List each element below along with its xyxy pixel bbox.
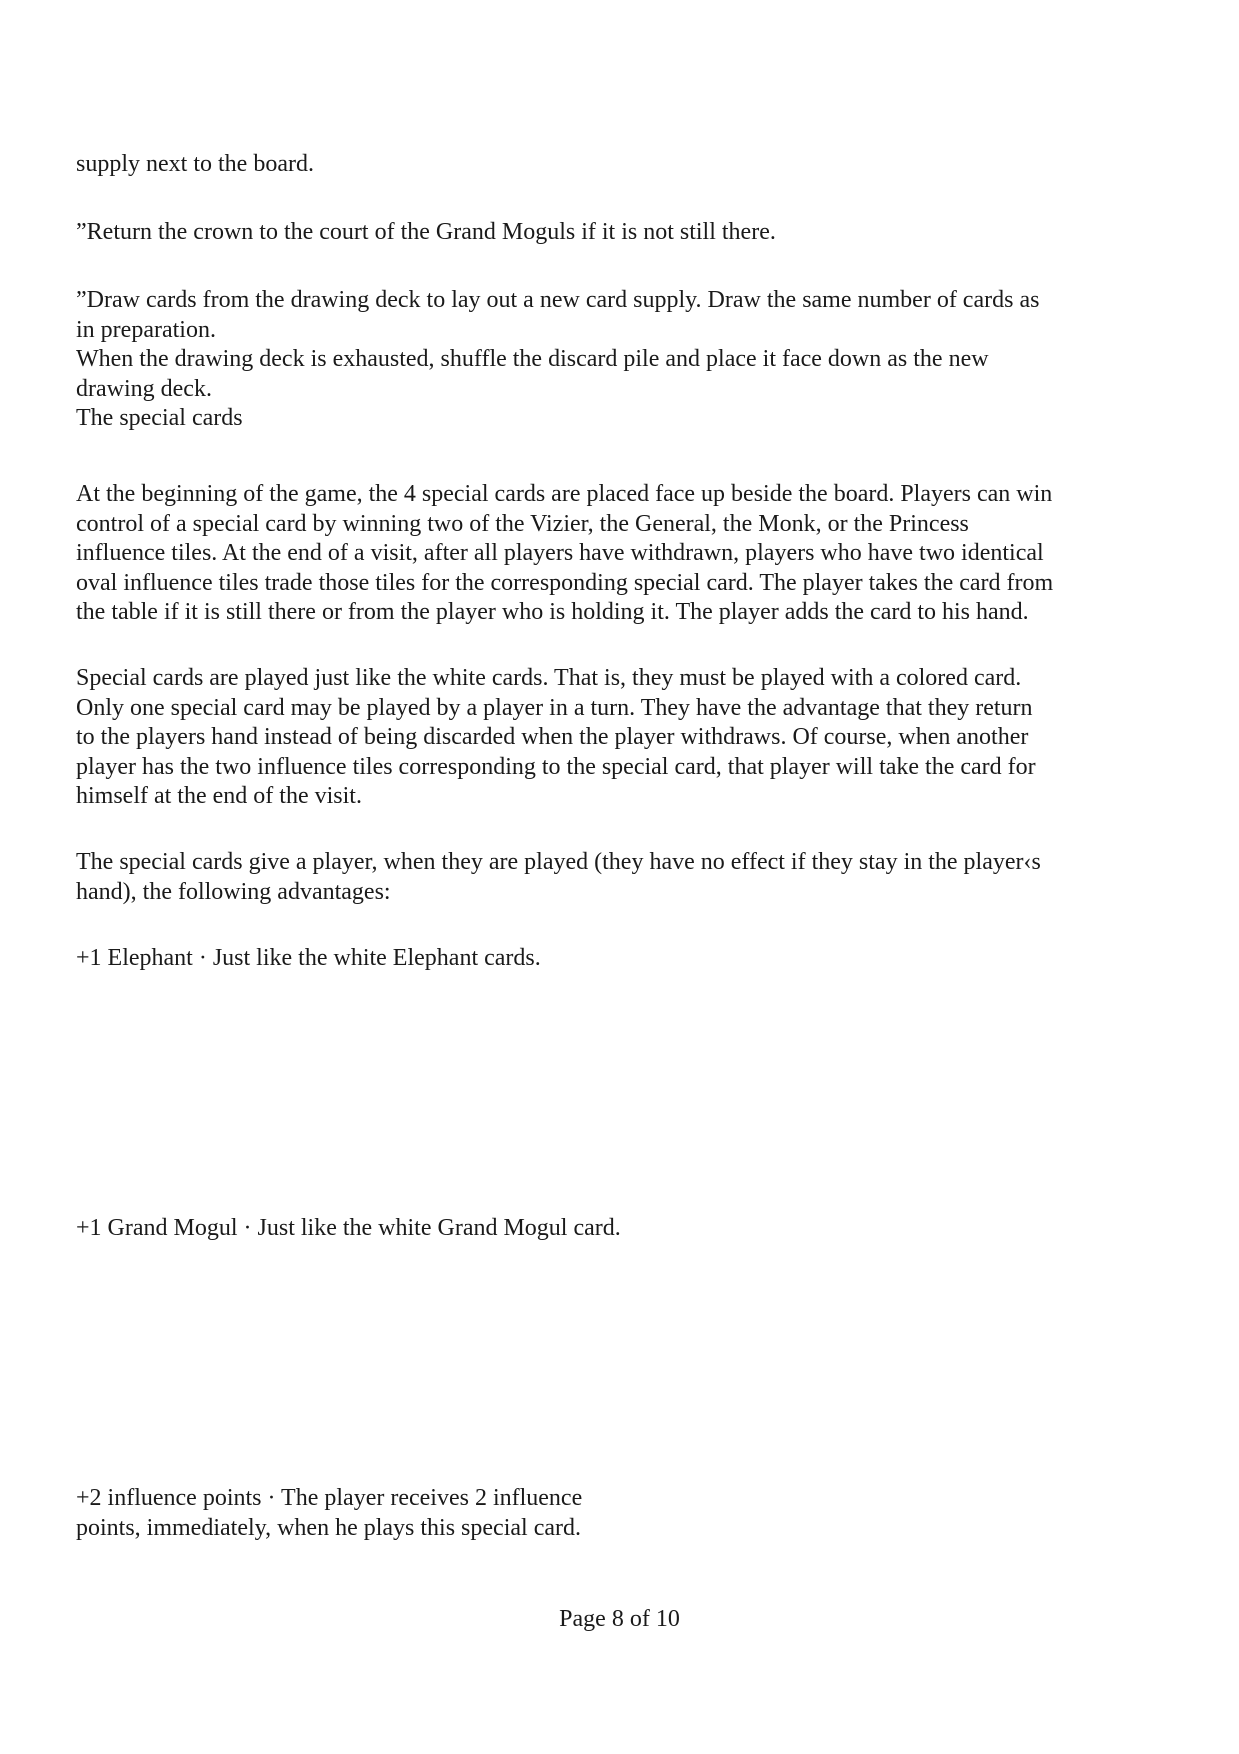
text-line: in preparation. [76, 316, 216, 343]
text-line: oval influence tiles trade those tiles for the corresponding special card. The player takes the card from [76, 569, 1054, 596]
paragraph-playing-special-cards [76, 664, 1166, 812]
text-line: the table if it is still there or from the player who is holding it. The player adds the card to his hand. [76, 599, 1029, 625]
text-line: When the drawing deck is exhausted, shuffle the discard pile and place it face down as the new [76, 346, 989, 372]
text-line: At the beginning of the game, the 4 special cards are placed face up beside the board. Players can win [76, 481, 1053, 507]
text-line: influence tiles. At the end of a visit, after all players have withdrawn, players who have two identical [76, 540, 1044, 566]
text-line: to the players hand instead of being discarded when the player withdraws. Of course, when another [76, 724, 1029, 750]
text-line: points, immediately, when he plays this special card. [76, 1514, 581, 1541]
text-line: +1 Grand Mogul · Just like the white Grand Mogul card. [76, 1215, 621, 1241]
text-line: +1 Elephant · Just like the white Elephant cards. [76, 945, 541, 971]
advantage-influence-points [76, 1484, 696, 1543]
text-line: Special cards are played just like the white cards. That is, they must be played with a colored card. [76, 665, 1022, 691]
text-line: supply next to the board. [76, 151, 314, 177]
text-line: ”Return the crown to the court of the Grand Moguls if it is not still there. [76, 219, 776, 245]
text-line: control of a special card by winning two of the Vizier, the General, the Monk, or the Princess [76, 510, 969, 537]
page-number: Page 8 of 10 [559, 1606, 680, 1632]
advantage-elephant [76, 944, 1166, 974]
advantage-grand-mogul [76, 1214, 1166, 1244]
text-line: drawing deck. [76, 375, 212, 402]
text-line: The special cards give a player, when they are played (they have no effect if they stay in the player‹s [76, 849, 1041, 875]
text-line: himself at the end of the visit. [76, 783, 362, 809]
text-line: ”Draw cards from the drawing deck to lay out a new card supply. Draw the same number of cards as [76, 287, 1040, 313]
paragraph-advantages [76, 848, 1166, 907]
text-line: player has the two influence tiles corresponding to the special card, that player will take the card for [76, 753, 1036, 780]
paragraph-draw-cards [76, 286, 1166, 434]
paragraph-special-cards-intro [76, 480, 1166, 628]
text-line: hand), the following advantages: [76, 878, 391, 905]
text-line: Only one special card may be played by a player in a turn. They have the advantage that they return [76, 694, 1033, 721]
section-heading: The special cards [76, 405, 243, 431]
paragraph-return-crown [76, 218, 1166, 248]
paragraph-supply [76, 150, 1166, 180]
text-line: +2 influence points · The player receives 2 influence [76, 1485, 583, 1511]
